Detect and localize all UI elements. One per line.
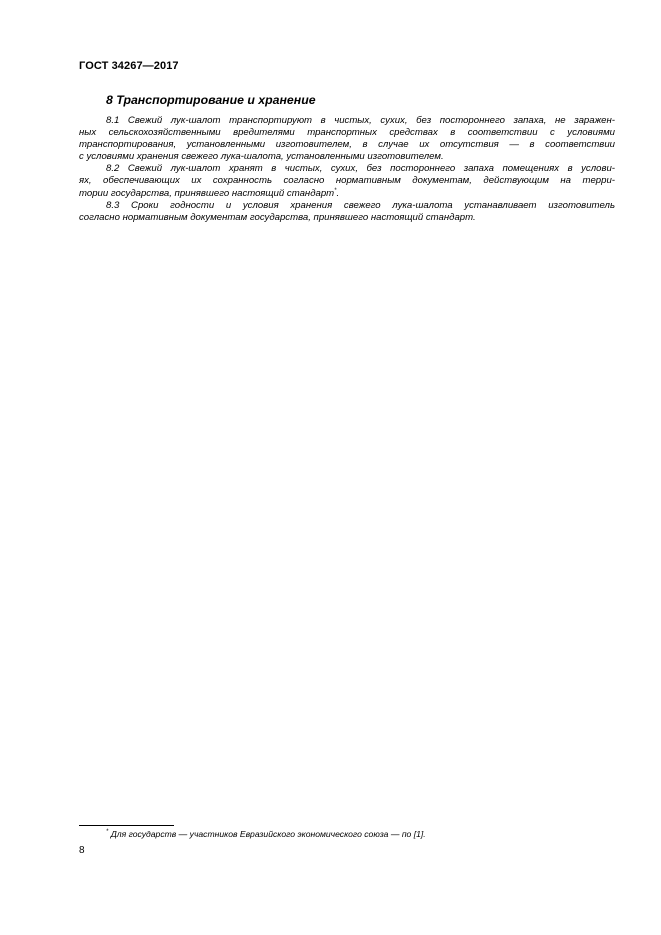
- paragraph-8-3-line-1: 8.3 Сроки годности и условия хранения свежего лука-шалота устанавливает изготовитель: [106, 199, 615, 211]
- paragraph-8-1-line-3: транспортирования, установленными изготовителем, в случае их отсутствия — в соответствии: [79, 139, 615, 151]
- paragraph-8-2-line-2: ях, обеспечивающих их сохранность согласно нормативным документам, действующим на терри-: [79, 175, 615, 187]
- paragraph-8-2-line-3-text: тории государства, принявшего настоящий стандарт: [79, 187, 335, 199]
- body-text: [79, 115, 615, 224]
- paragraph-8-1-line-2: ных сельскохозяйственными вредителями транспортных средствах в соответствии с условиями: [79, 127, 615, 139]
- footnote-reference-mark: *: [334, 187, 337, 194]
- page-number: 8: [79, 845, 85, 856]
- footnote: [106, 829, 426, 839]
- footnote-text: Для государств — участников Евразийского экономического союза — по [1].: [108, 829, 426, 839]
- document-id: ГОСТ 34267—2017: [79, 60, 179, 72]
- footnote-separator: [79, 825, 174, 826]
- footnote-mark: *: [106, 829, 109, 835]
- section-title: 8 Транспортирование и хранение: [106, 93, 316, 107]
- paragraph-8-3-line-2: согласно нормативным документам государства, принявшего настоящий стандарт.: [79, 211, 476, 223]
- paragraph-8-2-line-1: 8.2 Свежий лук-шалот хранят в чистых, сухих, без постороннего запаха помещениях в услови-: [106, 163, 615, 175]
- paragraph-8-2-end: .: [336, 187, 340, 199]
- paragraph-8-2-line-3: [79, 188, 615, 200]
- paragraph-8-1-line-1: 8.1 Свежий лук-шалот транспортируют в чистых, сухих, без постороннего запаха, не заражен-: [106, 115, 615, 126]
- paragraph-8-1-line-4: с условиями хранения свежего лука-шалота, установленными изготовителем.: [79, 151, 444, 163]
